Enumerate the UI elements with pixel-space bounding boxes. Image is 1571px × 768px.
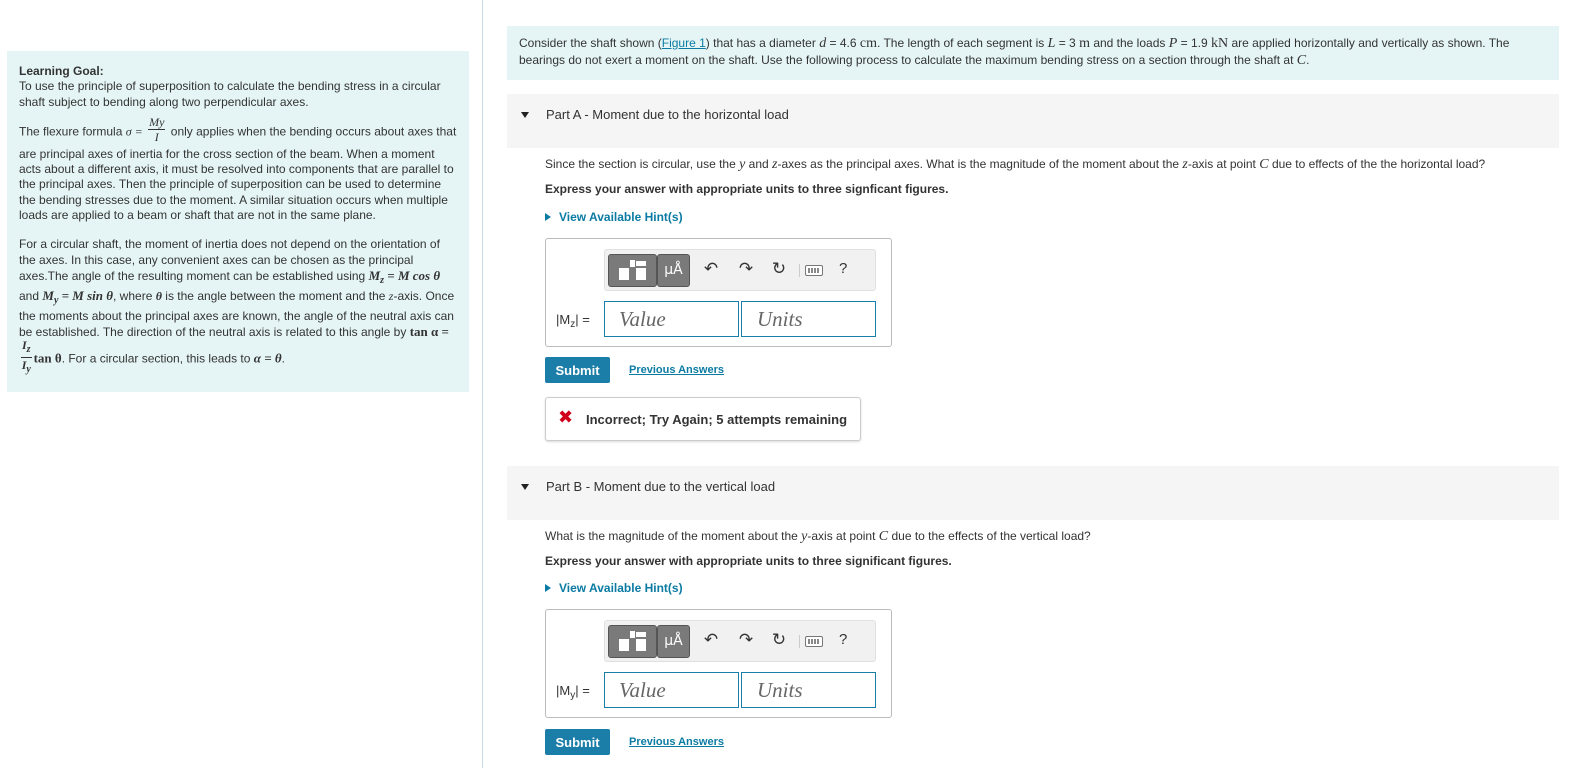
part-b-units-input[interactable]	[741, 672, 876, 708]
my-equation: = M sin θ	[61, 288, 114, 304]
help-icon[interactable]: ?	[839, 631, 848, 648]
theta-symbol: θ	[155, 289, 162, 304]
part-b-title-text: - Moment due to the vertical load	[582, 479, 776, 494]
part-b-submit-button[interactable]: Submit	[545, 729, 610, 755]
collapse-triangle-icon[interactable]	[521, 112, 529, 118]
part-b-question	[545, 529, 1091, 545]
z-symbol: z	[388, 289, 394, 304]
iz-symbol: I	[22, 338, 27, 353]
inertia-fraction	[21, 338, 32, 377]
expand-triangle-icon	[545, 584, 551, 592]
and-text: and	[19, 289, 40, 304]
part-b-C-symbol: C	[878, 529, 889, 544]
figure-link[interactable]: Figure 1	[661, 36, 706, 50]
part-a-instruction: Express your answer with appropriate units to three signficant figures.	[545, 182, 949, 196]
L-value: = 3	[1058, 36, 1076, 50]
part-a-feedback-text: Incorrect; Try Again; 5 attempts remaining	[586, 412, 848, 427]
part-b-q1: What is the magnitude of the moment about the	[545, 529, 798, 543]
learning-goal-text: To use the principle of superposition to calculate the bending stress in a circular shaft subject to bending along two perpendicular axes.	[19, 79, 441, 109]
part-b-q3: due to the effects of the vertical load?	[891, 529, 1091, 543]
iy-symbol: I	[21, 358, 27, 373]
part-a-z2-symbol: z	[1182, 157, 1188, 172]
mz-equation: = M cos θ	[387, 267, 441, 283]
learning-goal-title: Learning Goal:	[19, 64, 104, 78]
intro-text-5: are applied horizontally and vertically as shown. The bearings do not exert a moment on the shaft. Use the following process to calculate the maximum bending stress on a section through the shaft at	[519, 36, 1510, 67]
flexure-denominator: I	[154, 129, 159, 144]
P-symbol: P	[1168, 36, 1178, 51]
intro-text-3: . The length of each segment is	[877, 36, 1045, 50]
circular-shaft-paragraph	[19, 237, 457, 379]
part-a-title	[546, 107, 789, 122]
L-unit: m	[1079, 36, 1090, 51]
flexure-text-b: only applies when the bending occurs about axes that are principal axes of inertia for the cross section of the beam. When a moment acts about a different axis, it must be resolved into components that are parallel to the principal axes. Then the principle of superposition can be used to determine the bending stresses due to the moment. A similar situation occurs when multiple loads are applied to a beam or shaft that are not in the same plane.	[19, 124, 457, 223]
part-a-math-toolbar	[604, 249, 876, 291]
toolbar-separator	[799, 264, 800, 277]
circular-text-f: .	[281, 351, 285, 366]
circular-text-b: , where	[113, 289, 153, 304]
part-b-hint-link[interactable]	[545, 581, 683, 595]
C-symbol: C	[1296, 53, 1307, 68]
part-b-header[interactable]	[507, 466, 1559, 520]
part-a-z-symbol: z	[772, 157, 778, 172]
part-a-hint-text[interactable]: View Available Hint(s)	[559, 210, 683, 224]
alpha-equals-theta: α = θ	[253, 350, 282, 366]
my-symbol: M	[42, 288, 54, 304]
part-a-previous-answers-link[interactable]: Previous Answers	[629, 364, 724, 376]
part-a-answer-label	[556, 312, 590, 330]
keyboard-icon[interactable]	[805, 265, 823, 276]
flexure-paragraph	[19, 114, 457, 223]
my-subscript: y	[53, 295, 59, 307]
redo-icon[interactable]: ↷	[738, 259, 754, 279]
my-label-sub: y	[570, 690, 576, 701]
part-a-q1: Since the section is circular, use the	[545, 157, 736, 171]
mz-formula	[368, 267, 441, 286]
d-value: = 4.6	[829, 36, 857, 50]
learning-goal-panel	[7, 51, 469, 392]
part-a-value-input[interactable]	[604, 301, 739, 337]
part-b-q2: -axis at point	[807, 529, 876, 543]
part-a-answer-box	[545, 238, 892, 347]
part-a-y-symbol: y	[739, 157, 746, 172]
mz-label-post: | =	[575, 312, 590, 327]
mz-label-pre: |M	[556, 312, 571, 327]
part-b-previous-answers-link[interactable]: Previous Answers	[629, 736, 724, 748]
L-symbol: L	[1047, 36, 1056, 51]
part-b-hint-text[interactable]: View Available Hint(s)	[559, 581, 683, 595]
d-symbol: d	[819, 36, 827, 51]
undo-icon[interactable]: ↶	[703, 630, 719, 650]
my-label-pre: |M	[556, 683, 571, 698]
incorrect-icon: ✖	[558, 407, 574, 428]
templates-icon[interactable]	[608, 254, 657, 287]
undo-icon[interactable]: ↶	[703, 259, 719, 279]
part-a-header[interactable]	[507, 94, 1559, 148]
mz-label-sub: z	[570, 319, 576, 330]
inertia-numerator	[21, 338, 32, 358]
part-b-instruction: Express your answer with appropriate units to three significant figures.	[545, 554, 952, 568]
part-a-units-input[interactable]	[741, 301, 876, 337]
tan-alpha: tan α =	[409, 323, 449, 339]
flexure-fraction	[148, 115, 165, 144]
part-b-value-input[interactable]	[604, 672, 739, 708]
circular-text-d: -axis. Once the moments about the principal axes are known, the angle of the neutral axis can be established. The direction of the neutral axis is related to this angle by	[19, 289, 455, 339]
part-b-answer-box	[545, 609, 892, 718]
help-icon[interactable]: ?	[839, 260, 848, 277]
tan-theta: tan θ	[33, 350, 62, 366]
collapse-triangle-icon[interactable]	[521, 484, 529, 490]
circular-text-a: For a circular shaft, the moment of inertia does not depend on the orientation of the axes. In this case, any convenient axes can be chosen as the principal axes.The angle of the resulting moment can be established using	[19, 237, 440, 283]
templates-icon[interactable]	[608, 625, 657, 658]
mz-subscript: z	[380, 274, 385, 286]
part-a-q2: and	[748, 157, 769, 171]
toolbar-separator	[799, 635, 800, 648]
redo-icon[interactable]: ↷	[738, 630, 754, 650]
expand-triangle-icon	[545, 213, 551, 221]
intro-text-1: Consider the shaft shown (	[519, 36, 662, 50]
part-a-question	[545, 157, 1485, 173]
part-a-q5: due to effects of the the horizontal load?	[1271, 157, 1486, 171]
mz-symbol: M	[368, 267, 381, 283]
iz-subscript: z	[26, 344, 31, 356]
part-b-math-toolbar	[604, 620, 876, 662]
panel-divider	[482, 0, 483, 768]
part-a-C-symbol: C	[1259, 157, 1269, 172]
flexure-numerator: My	[149, 114, 165, 129]
my-formula	[42, 288, 114, 307]
my-label-post: | =	[575, 683, 590, 698]
d-unit: cm	[859, 36, 878, 51]
reset-icon[interactable]: ↻	[771, 630, 787, 650]
problem-intro	[507, 26, 1559, 80]
intro-text-4: and the loads	[1093, 36, 1166, 50]
intro-text-2: ) that has a diameter	[705, 36, 816, 50]
iy-subscript: y	[26, 364, 31, 376]
part-a-q4: -axis at point	[1187, 157, 1256, 171]
circular-text-c: is the angle between the moment and the	[165, 289, 386, 304]
part-b-title	[546, 479, 775, 494]
units-symbol-icon[interactable]: μÅ	[657, 625, 690, 658]
part-a-q3: -axes as the principal axes. What is the magnitude of the moment about the	[777, 157, 1180, 171]
part-a-feedback	[545, 397, 861, 441]
circular-text-e: . For a circular section, this leads to	[61, 351, 251, 366]
part-b-answer-label	[556, 683, 590, 701]
part-b-label: Part B	[546, 479, 583, 494]
flexure-sigma: σ =	[125, 124, 143, 139]
flexure-text-a: The flexure formula	[19, 124, 123, 139]
units-symbol-icon[interactable]: μÅ	[657, 254, 690, 287]
part-a-hint-link[interactable]	[545, 210, 683, 224]
part-a-submit-button[interactable]: Submit	[545, 357, 610, 383]
part-a-title-text: - Moment due to the horizontal load	[580, 107, 789, 122]
inertia-denominator	[21, 358, 32, 377]
part-b-y-symbol: y	[801, 529, 808, 544]
reset-icon[interactable]: ↻	[771, 259, 787, 279]
keyboard-icon[interactable]	[805, 636, 823, 647]
part-a-label: Part A	[546, 107, 581, 122]
P-value: = 1.9	[1180, 36, 1208, 50]
P-unit: kN	[1211, 36, 1229, 51]
intro-text-6: .	[1306, 53, 1310, 67]
